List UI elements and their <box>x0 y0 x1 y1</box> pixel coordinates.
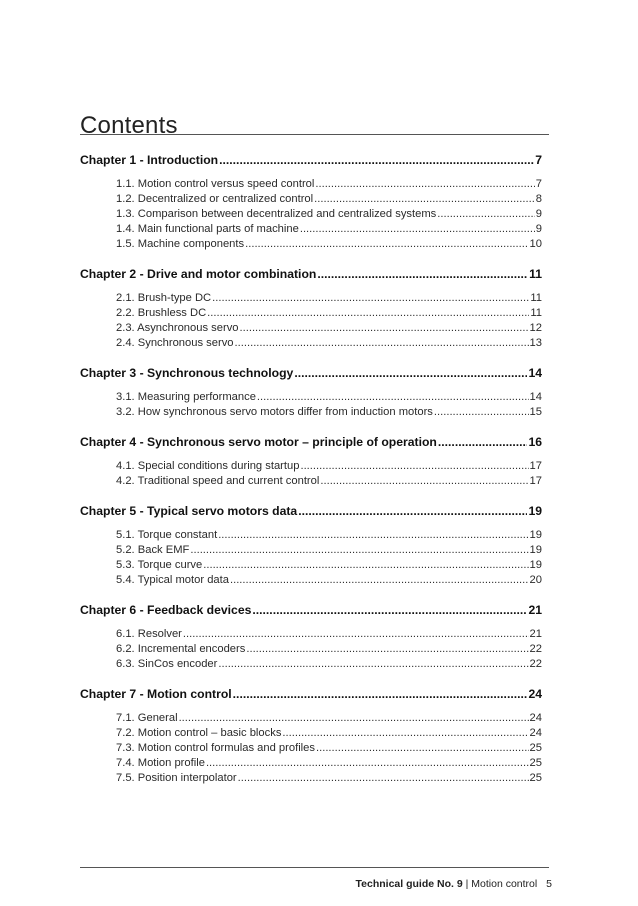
toc-section-entry[interactable] <box>80 390 542 405</box>
toc-section-page: 14 <box>529 391 542 403</box>
toc-chapter-entry[interactable] <box>80 686 542 703</box>
toc-dot-leader <box>183 627 529 642</box>
toc-section-title: 4.2. Traditional speed and current control <box>116 475 320 487</box>
toc-chapter <box>80 686 542 786</box>
toc-chapter-title: Chapter 7 - Motion control <box>80 687 232 701</box>
toc-section-page: 12 <box>529 322 542 334</box>
toc-section-title: 3.2. How synchronous servo motors differ from induction motors <box>116 406 433 418</box>
toc-section-entry[interactable] <box>80 543 542 558</box>
toc-section-title: 1.4. Main functional parts of machine <box>116 223 299 235</box>
toc-section-entry[interactable] <box>80 627 542 642</box>
toc-section-title: 7.5. Position interpolator <box>116 772 237 784</box>
toc-dot-leader <box>300 459 528 474</box>
toc-chapter <box>80 266 542 351</box>
toc-chapter-title: Chapter 1 - Introduction <box>80 153 219 167</box>
toc-section-page: 11 <box>530 292 542 304</box>
toc-section-title: 6.3. SinCos encoder <box>116 658 218 670</box>
toc-chapter-title: Chapter 5 - Typical servo motors data <box>80 504 298 518</box>
toc-section-page: 21 <box>529 628 542 640</box>
toc-chapter-page: 14 <box>528 366 542 380</box>
toc-section-page: 11 <box>530 307 542 319</box>
toc-dot-leader <box>233 686 528 703</box>
toc-section-entry[interactable] <box>80 474 542 489</box>
footer-subject: Motion control <box>471 878 538 890</box>
toc-section-title: 1.2. Decentralized or centralized control <box>116 193 314 205</box>
toc-chapter-entry[interactable] <box>80 152 542 169</box>
toc-chapter-entry[interactable] <box>80 602 542 619</box>
toc-dot-leader <box>245 237 528 252</box>
toc-dot-leader <box>257 390 529 405</box>
toc-section-page: 20 <box>529 574 542 586</box>
toc-section-entry[interactable] <box>80 336 542 351</box>
toc-chapter-page: 16 <box>528 435 542 449</box>
toc-section-entry[interactable] <box>80 558 542 573</box>
page-title: Contents <box>80 112 178 140</box>
toc-chapter-title: Chapter 3 - Synchronous technology <box>80 366 294 380</box>
toc-section-entry[interactable] <box>80 573 542 588</box>
toc-dot-leader <box>282 726 528 741</box>
toc-section-page: 15 <box>529 406 542 418</box>
toc-section-title: 7.1. General <box>116 712 178 724</box>
toc-chapter-entry[interactable] <box>80 365 542 382</box>
toc-dot-leader <box>252 602 527 619</box>
toc-chapter <box>80 503 542 588</box>
toc-chapter-entry[interactable] <box>80 266 542 283</box>
toc-dot-leader <box>238 771 529 786</box>
toc-section-entry[interactable] <box>80 657 542 672</box>
toc-section-page: 10 <box>529 238 542 250</box>
toc-dot-leader <box>294 365 527 382</box>
toc-dot-leader <box>317 266 528 283</box>
toc-dot-leader <box>314 192 535 207</box>
toc-chapter <box>80 434 542 489</box>
toc-dot-leader <box>212 291 529 306</box>
toc-section-entry[interactable] <box>80 321 542 336</box>
toc-dot-leader <box>320 474 528 489</box>
toc-chapter-title: Chapter 4 - Synchronous servo motor – principle of operation <box>80 435 437 449</box>
toc-section-entry[interactable] <box>80 207 542 222</box>
toc-section-page: 17 <box>529 475 542 487</box>
toc-section-page: 13 <box>529 337 542 349</box>
toc-dot-leader <box>203 558 528 573</box>
toc-chapter <box>80 152 542 252</box>
toc-section-title: 6.2. Incremental encoders <box>116 643 246 655</box>
toc-chapter-title: Chapter 2 - Drive and motor combination <box>80 267 317 281</box>
toc-section-title: 5.2. Back EMF <box>116 544 190 556</box>
toc-section-entry[interactable] <box>80 642 542 657</box>
toc-dot-leader <box>190 543 528 558</box>
toc-chapter-page: 24 <box>528 687 542 701</box>
toc-dot-leader <box>246 642 528 657</box>
toc-section-title: 2.1. Brush-type DC <box>116 292 212 304</box>
toc-section-page: 19 <box>529 544 542 556</box>
toc-section-entry[interactable] <box>80 306 542 321</box>
toc-section-page: 19 <box>529 529 542 541</box>
toc-section-title: 2.4. Synchronous servo <box>116 337 234 349</box>
toc-section-title: 7.3. Motion control formulas and profiles <box>116 742 315 754</box>
toc-section-entry[interactable] <box>80 222 542 237</box>
footer-guide-title: Technical guide No. 9 <box>355 878 463 890</box>
toc-section-entry[interactable] <box>80 771 542 786</box>
toc-section-title: 1.5. Machine components <box>116 238 245 250</box>
toc-dot-leader <box>230 573 529 588</box>
toc-dot-leader <box>298 503 527 520</box>
footer-divider <box>80 867 549 868</box>
toc-chapter-title: Chapter 6 - Feedback devices <box>80 603 252 617</box>
toc-section-title: 6.1. Resolver <box>116 628 182 640</box>
toc-section-page: 25 <box>529 757 542 769</box>
toc-dot-leader <box>206 756 529 771</box>
toc-section-title: 4.1. Special conditions during startup <box>116 460 300 472</box>
title-divider <box>80 134 549 135</box>
toc-section-entry[interactable] <box>80 237 542 252</box>
toc-section-page: 8 <box>535 193 542 205</box>
toc-dot-leader <box>219 152 534 169</box>
toc-section-page: 24 <box>529 727 542 739</box>
toc-chapter-entry[interactable] <box>80 503 542 520</box>
toc-section-title: 5.1. Torque constant <box>116 529 218 541</box>
toc-section-page: 22 <box>529 658 542 670</box>
toc-dot-leader <box>437 207 535 222</box>
page-footer <box>356 878 552 890</box>
toc-section-title: 5.4. Typical motor data <box>116 574 229 586</box>
toc-chapter-page: 19 <box>528 504 542 518</box>
toc-section-page: 25 <box>529 742 542 754</box>
toc-chapter-page: 21 <box>528 603 542 617</box>
toc-section-page: 24 <box>529 712 542 724</box>
toc-section-title: 1.1. Motion control versus speed control <box>116 178 315 190</box>
toc-section-title: 2.3. Asynchronous servo <box>116 322 239 334</box>
toc-dot-leader <box>207 306 529 321</box>
footer-separator: | <box>465 878 469 890</box>
toc-section-page: 9 <box>535 208 542 220</box>
toc-dot-leader <box>218 528 528 543</box>
toc-chapter <box>80 365 542 420</box>
toc-section-page: 22 <box>529 643 542 655</box>
toc-chapter <box>80 602 542 672</box>
toc-section-title: 7.2. Motion control – basic blocks <box>116 727 282 739</box>
toc-section-title: 1.3. Comparison between decentralized and centralized systems <box>116 208 437 220</box>
toc-section-entry[interactable] <box>80 711 542 726</box>
toc-dot-leader <box>316 741 529 756</box>
toc-dot-leader <box>438 434 528 451</box>
toc-section-entry[interactable] <box>80 741 542 756</box>
toc-section-entry[interactable] <box>80 756 542 771</box>
toc-section-page: 9 <box>535 223 542 235</box>
toc-dot-leader <box>434 405 529 420</box>
toc-dot-leader <box>218 657 528 672</box>
toc-section-entry[interactable] <box>80 291 542 306</box>
toc-chapter-entry[interactable] <box>80 434 542 451</box>
toc-section-entry[interactable] <box>80 528 542 543</box>
toc-section-entry[interactable] <box>80 192 542 207</box>
toc-dot-leader <box>235 336 529 351</box>
toc-section-page: 19 <box>529 559 542 571</box>
toc-chapter-page: 7 <box>535 153 542 167</box>
toc-dot-leader <box>315 177 534 192</box>
toc-section-page: 17 <box>529 460 542 472</box>
toc-section-page: 25 <box>529 772 542 784</box>
toc-section-title: 5.3. Torque curve <box>116 559 203 571</box>
toc-section-entry[interactable] <box>80 405 542 420</box>
toc-section-entry[interactable] <box>80 726 542 741</box>
toc-section-title: 3.1. Measuring performance <box>116 391 256 403</box>
toc-section-title: 7.4. Motion profile <box>116 757 205 769</box>
toc-section-page: 7 <box>535 178 542 190</box>
toc-section-entry[interactable] <box>80 177 542 192</box>
footer-page-number: 5 <box>546 878 552 890</box>
toc-dot-leader <box>300 222 535 237</box>
table-of-contents <box>80 152 542 800</box>
toc-chapter-page: 11 <box>529 267 542 281</box>
toc-section-title: 2.2. Brushless DC <box>116 307 207 319</box>
toc-dot-leader <box>179 711 529 726</box>
toc-dot-leader <box>240 321 529 336</box>
toc-section-entry[interactable] <box>80 459 542 474</box>
